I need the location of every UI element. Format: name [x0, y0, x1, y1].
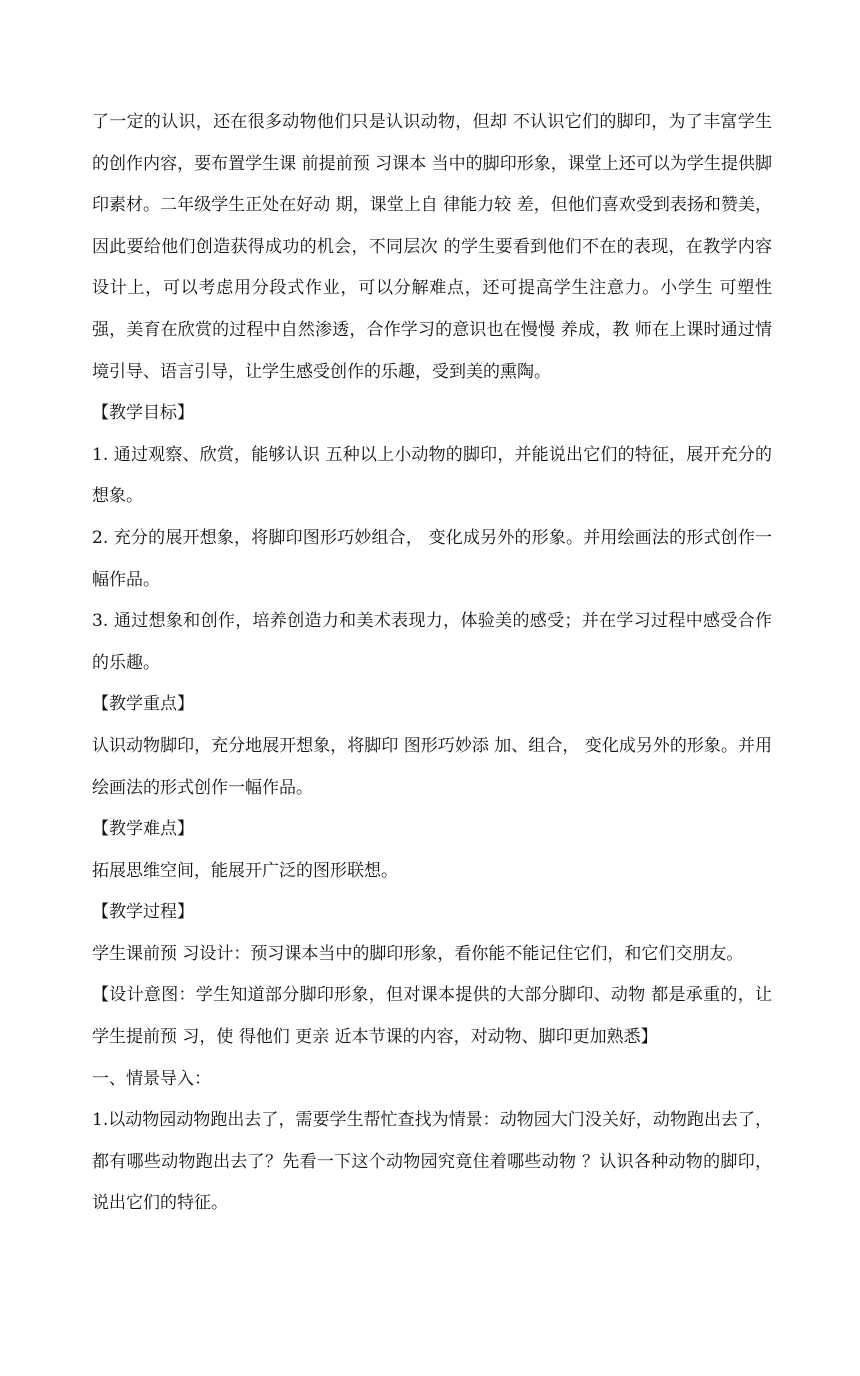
paragraph-teaching-difficulty: 拓展思维空间，能展开广泛的图形联想。: [92, 860, 398, 881]
goal-item-2: 2. 充分的展开想象，将脚印图形巧妙组合， 变化成另外的形象。并用绘画法的形式创作一幅作品。: [92, 527, 772, 590]
paragraph-teaching-focus: 认识动物脚印，充分地展开想象，将脚印 图形巧妙添 加、组合， 变化成另外的形象。并用绘画法的形式创作一幅作品。: [92, 735, 772, 798]
document-body: [92, 102, 772, 1225]
heading-teaching-difficulty: 【教学难点】: [92, 819, 194, 840]
paragraph-scene-item-1: 1.以动物园动物跑出去了，需要学生帮忙查找为情景：动物园大门没关好，动物跑出去了，都有哪些动物跑出去了？先看一下这个动物园究竟住着哪些动物 ？认识各种动物的脚印，说出它们的特征。: [92, 1110, 772, 1214]
heading-teaching-goals: 【教学目标】: [92, 403, 194, 424]
paragraph-design-intent: 【设计意图：学生知道部分脚印形象，但对课本提供的大部分脚印、动物 都是承重的，让学生提前预 习，使 得他们 更亲 近本节课的内容，对动物、脚印更加熟悉】: [92, 985, 772, 1048]
paragraph-preview-design: 学生课前预 习设计：预习课本当中的脚印形象，看你能不能记住它们，和它们交朋友。: [92, 943, 744, 964]
goal-item-3: 3. 通过想象和创作，培养创造力和美术表现力，体验美的感受；并在学习过程中感受合作的乐趣。: [92, 611, 772, 673]
heading-teaching-process: 【教学过程】: [92, 902, 194, 923]
goal-item-1: 1. 通过观察、欣赏，能够认识 五种以上小动物的脚印，并能说出它们的特征，展开充分的想象。: [92, 444, 772, 507]
heading-scene-intro: 一、情景导入：: [92, 1068, 211, 1089]
heading-teaching-focus: 【教学重点】: [92, 694, 194, 715]
paragraph-intro: 了一定的认识，还在很多动物他们只是认识动物，但却 不认识它们的脚印，为了丰富学生的创作内容，要布置学生课 前提前预 习课本 当中的脚印形象，课堂上还可以为学生提供脚印素材。二年级学生正处在好动 期，课堂上自 律能力较 差，但他们喜欢受到表扬和赞美，因此要给他们创造获得成功的机会，不同层次 的学生要看到他们不在的表现，在教学内容设计上，可以考虑用分段式作业，可以分解难点，还可提高学生注意力。小学生 可塑性强，美育在欣赏的过程中自然渗透，合作学习的意识也在慢慢 养成，教 师在上课时通过情境引导、语言引导，让学生感受创作的乐趣，受到美的熏陶。: [92, 112, 772, 382]
